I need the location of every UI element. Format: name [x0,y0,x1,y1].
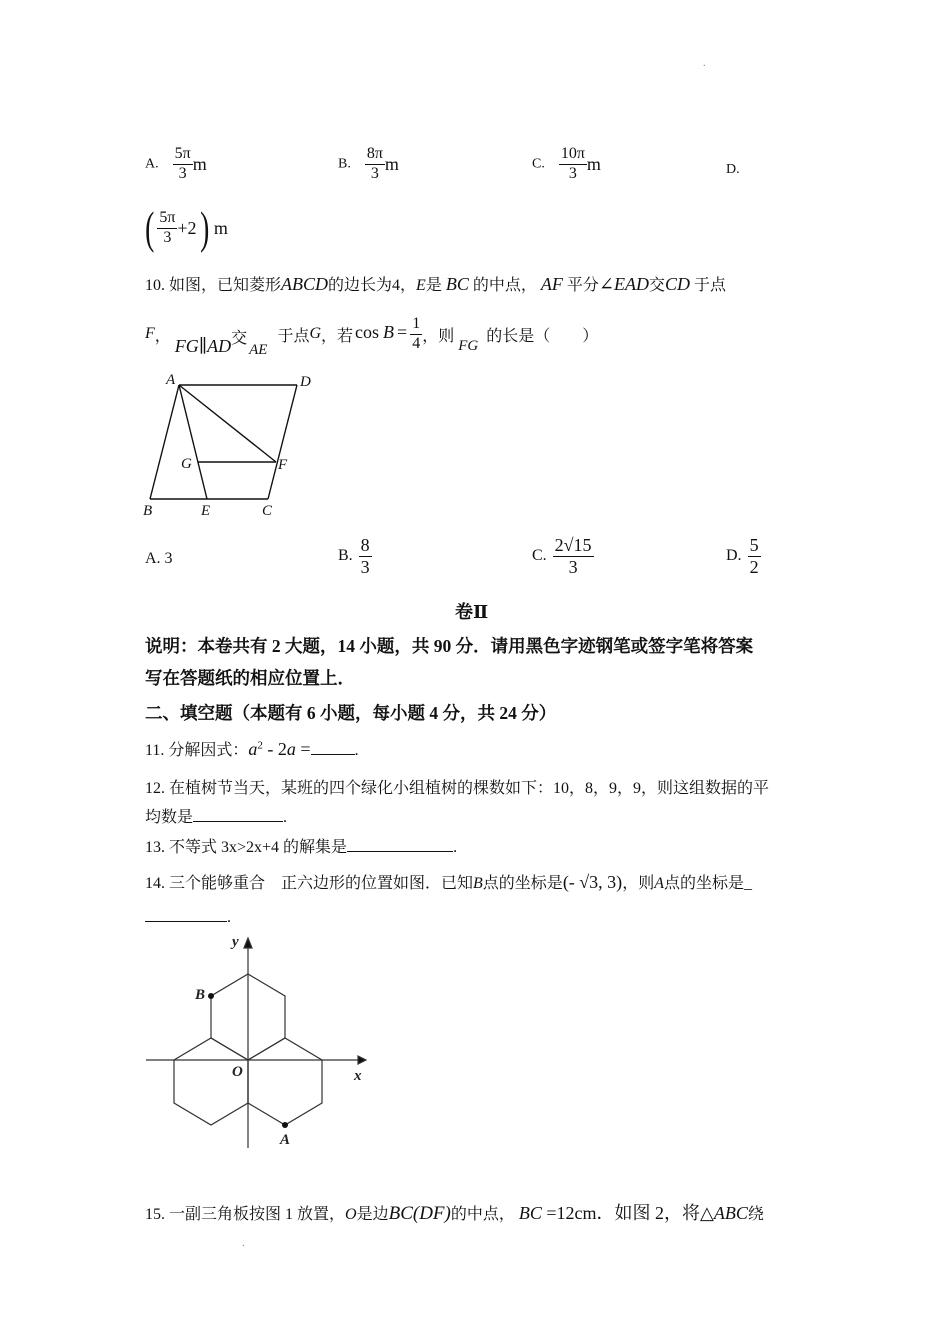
answer-blank[interactable] [193,807,283,822]
segment-dc [268,385,297,499]
label-b: B [195,987,206,1003]
segment-ab [150,385,179,499]
math-a: A [654,875,664,892]
text: 14. 三个能够重合 正六边形的位置如图．已知 [145,875,474,892]
segment-af [179,385,276,462]
q10-option-c [532,536,594,577]
answer-blank[interactable] [311,740,355,755]
math-equals: = [397,321,408,342]
fraction [559,146,587,183]
text: 13. 不等式 3x>2x+4 的解集是 [145,839,348,856]
numerator: 10π [559,146,587,165]
label-b: B [143,503,153,519]
text: . [283,809,288,826]
fraction [748,536,761,577]
math-bc: BC [445,274,469,294]
math-a: a [286,739,296,759]
denominator: 3 [360,556,370,577]
option-label: C. [532,547,547,565]
option-label: B. [338,547,353,565]
text: 的长是（ ） [486,327,599,345]
text: 是边 [356,1206,389,1223]
hexagon-left [174,1038,248,1125]
math-a: a [248,739,258,759]
text: 15. 一副三角板按图 1 放置， [145,1206,346,1223]
numerator: 5π [173,146,193,165]
text: . [453,839,458,856]
denominator: 3 [568,164,577,182]
math-exponent: 2 [257,739,263,752]
q10-option-a [145,550,173,568]
denominator: 3 [370,164,379,182]
numerator: 1 [410,316,422,335]
part-title: 二、填空题（本题有 6 小题，每小题 4 分，共 24 分） [145,703,557,723]
math-g: G [309,325,322,343]
fraction [410,316,422,353]
math-e: E [416,277,426,294]
q10-rhombus-figure [135,365,335,525]
unit: m [586,153,601,174]
text: 的边长为4， [328,277,417,294]
q9-option-c [532,146,601,183]
q9-option-b [338,146,399,183]
label-f: F [278,457,288,473]
plus-term: +2 [177,217,197,238]
text: 于点 [277,327,310,345]
section-note-line1: 说明：本卷共有 2 大题，14 小题，共 90 分．请用黑色字迹钢笔或签字笔将答案 [145,636,754,656]
page-mark: . [703,58,706,69]
q13 [145,834,457,857]
numerator: 2√15 [554,535,592,555]
label-x: x [354,1068,362,1084]
math-coordinate: (- √3, 3) [562,872,623,892]
math-equals: = [295,739,311,759]
label-g: G [181,456,192,472]
text: 的中点， [450,1206,515,1223]
q10-line2 [145,315,599,358]
text: 11. 分解因式： [145,742,249,759]
fraction [553,536,594,577]
label-e: E [201,503,211,519]
math-f: F [145,325,155,343]
text: 点的坐标是_ [663,875,752,892]
q11 [145,737,359,760]
text: ，则 [422,327,455,345]
right-paren: ) [199,202,209,253]
math-fg-parallel-ad: FG∥AD [174,335,232,356]
fraction [359,536,372,577]
label-d: D [300,374,311,390]
x-axis-arrow [358,1056,366,1064]
text: 交 [231,329,248,347]
option-label: A. 3 [145,550,173,567]
option-label: D. [726,547,742,565]
math-minus-2: - 2 [262,739,287,759]
math-cos: cos [355,321,380,342]
q10-line1 [145,272,726,295]
label-y: y [232,934,239,950]
option-label: B. [338,156,351,172]
fraction [157,210,177,247]
q14-line2 [145,907,231,927]
denominator: 3 [163,228,172,246]
y-axis-arrow [244,938,252,948]
answer-blank[interactable] [347,837,453,852]
math-fg: FG [458,337,479,354]
q9-option-d-expression [142,202,228,253]
text: ， [154,327,171,345]
text: ，则 [622,875,655,892]
text: 点的坐标是 [482,875,563,892]
option-label: A. [145,156,159,172]
label-a: A [280,1132,291,1148]
math-angle-ead: ∠EAD [598,274,649,294]
math-ae: AE [249,341,268,358]
math-abcd: ABCD [281,274,329,294]
math-bc-df: BC(DF) [388,1203,451,1224]
text: 绕 [747,1206,764,1223]
option-label: D. [726,162,740,177]
label-o: O [232,1064,243,1080]
text: =12cm．如图 2，将 [541,1203,701,1223]
left-paren: ( [145,202,155,253]
numerator: 5 [749,535,759,555]
math-triangle-abc: △ABC [700,1203,748,1223]
point-b [208,993,214,999]
q10-option-d [726,536,761,577]
text: ，若 [321,327,354,345]
text: 于点 [693,277,726,294]
numerator: 5π [157,210,177,229]
label-a: A [166,372,176,388]
q15 [145,1199,764,1225]
text: 均数是 [145,809,194,826]
numerator: 8π [365,146,385,165]
section-title: 卷Ⅱ [455,602,489,622]
segment-ae [179,385,207,499]
label-c: C [262,503,273,519]
math-o: O [345,1206,357,1223]
q12-line2 [145,804,287,827]
math-af: AF [540,274,563,294]
unit: m [213,217,228,238]
fraction [173,146,193,183]
text: 是 [425,277,442,294]
denominator: 3 [178,164,187,182]
math-b: B [473,875,483,892]
math-cd: CD [664,274,690,294]
numerator: 8 [360,535,370,555]
section-note-line2: 写在答题纸的相应位置上． [145,668,355,688]
q9-option-d-label [726,160,740,178]
hexagon-right [248,1038,322,1125]
fraction [365,146,385,183]
q14-hexagon-figure [140,930,380,1150]
page-mark: . [242,1238,245,1249]
text: 交 [648,277,665,294]
q14-line1 [145,870,752,893]
text: . [354,742,359,759]
math-bc: BC [518,1203,542,1223]
math-b: B [383,321,395,342]
option-label: C. [532,156,545,172]
q10-option-b [338,536,372,577]
text: 的中点， [472,277,537,294]
unit: m [384,153,399,174]
text: 10. 如图，已知菱形 [145,277,282,294]
q12-line1: 12. 在植树节当天，某班的四个绿化小组植树的棵数如下：10，8，9，9，则这组数据的平 [145,780,770,797]
point-a [282,1122,288,1128]
denominator: 3 [568,556,578,577]
unit: m [192,153,207,174]
text: 平分 [566,277,599,294]
denominator: 2 [749,556,759,577]
text: . [227,909,231,926]
q9-option-a [145,146,207,183]
denominator: 4 [412,334,421,352]
answer-blank[interactable] [145,907,227,922]
